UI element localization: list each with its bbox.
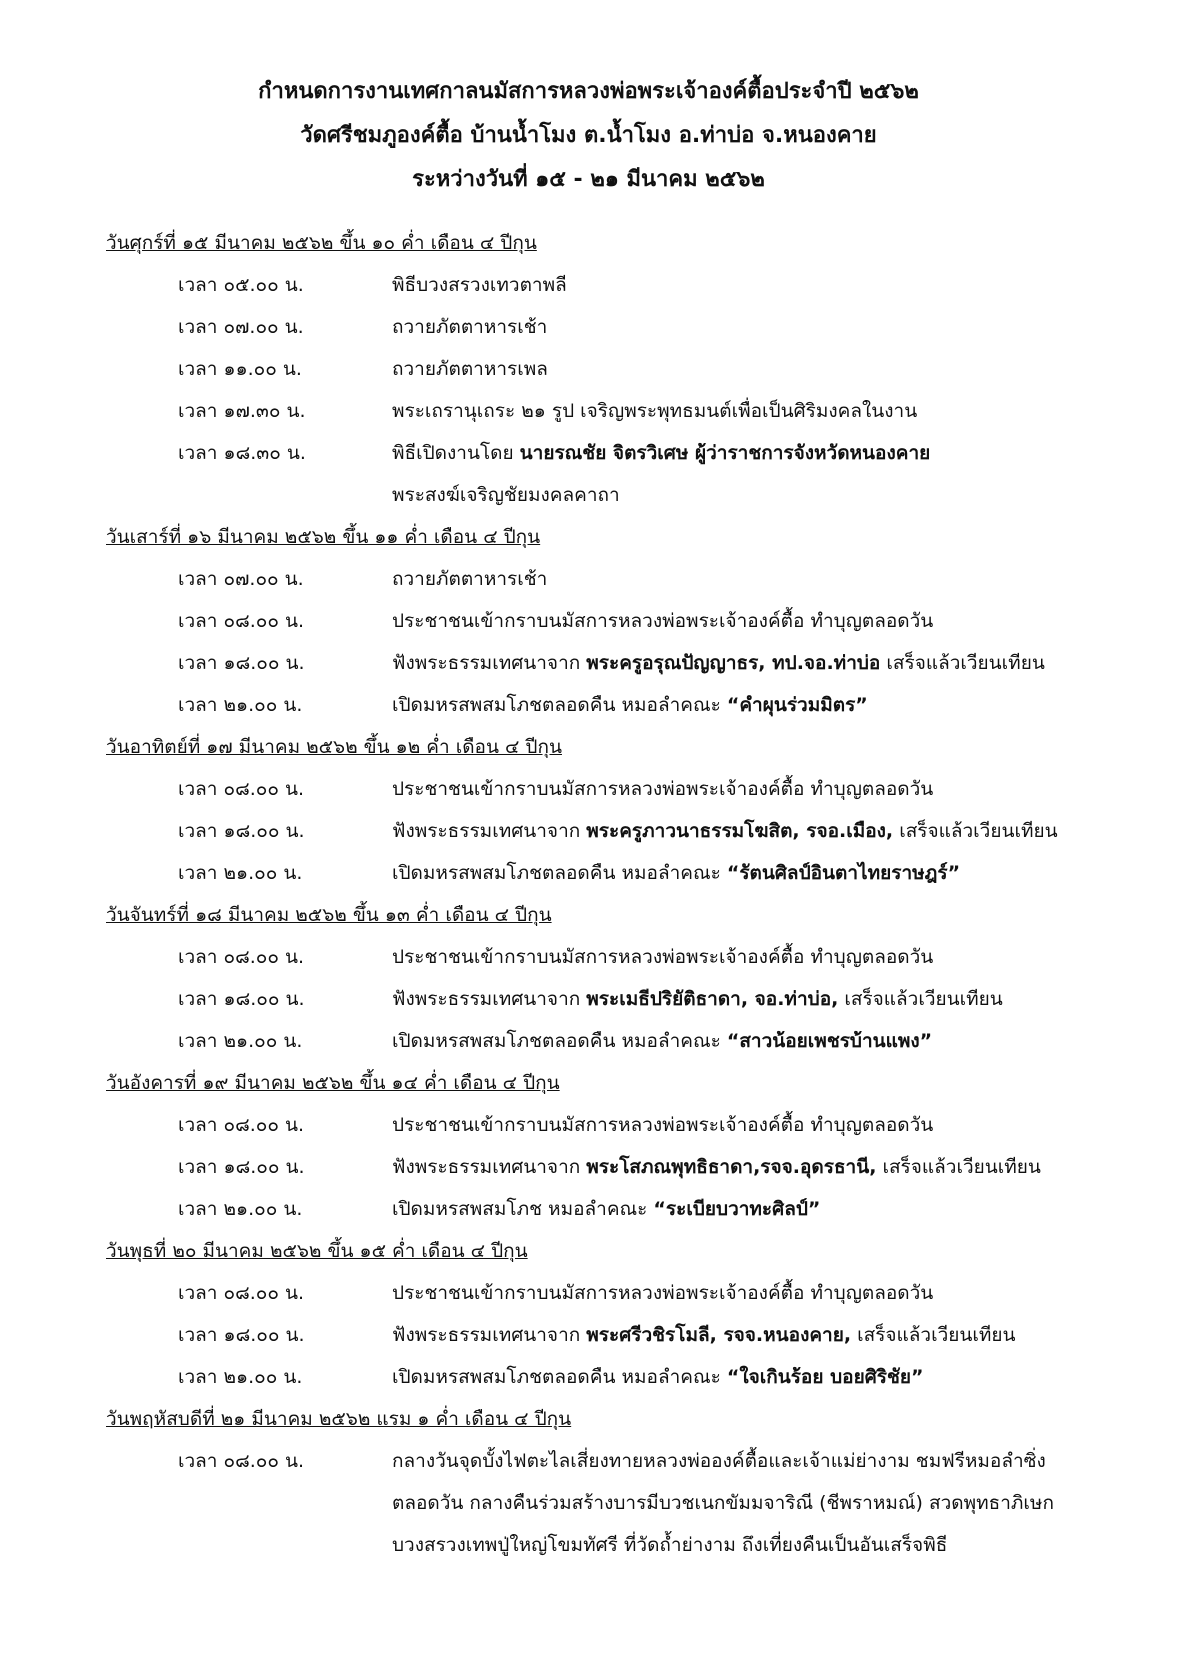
header-date-range: ระหว่างวันที่ ๑๕ - ๒๑ มีนาคม ๒๕๖๒: [412, 167, 765, 192]
header-title: กำหนดการงานเทศกาลนมัสการหลวงพ่อพระเจ้าองค์ตื้อประจำปี ๒๕๖๒: [258, 79, 919, 104]
schedule-row: [106, 558, 1106, 600]
activity: [392, 852, 1106, 894]
activity: [392, 810, 1106, 852]
activity-text-suffix: เสร็จแล้วเวียนเทียน: [851, 1324, 1016, 1346]
day-heading: วันอังคารที่ ๑๙ มีนาคม ๒๕๖๒ ขึ้น ๑๔ ค่ำ เดือน ๔ ปีกุน: [106, 1072, 560, 1094]
schedule-row: [106, 1314, 1106, 1356]
schedule-row: [106, 810, 1106, 852]
schedule-row: [106, 768, 1106, 810]
activity-text: ฟังพระธรรมเทศนาจาก: [392, 988, 587, 1010]
activity-text-suffix: เสร็จแล้วเวียนเทียน: [893, 820, 1058, 842]
time-label: เวลา ๐๘.๐๐ น.: [178, 778, 305, 800]
schedule-row: [106, 978, 1106, 1020]
activity-continuation: พระสงฆ์เจริญชัยมงคลคาถา: [392, 484, 620, 506]
time-label: เวลา ๑๘.๐๐ น.: [178, 820, 305, 842]
activity: ถวายภัตตาหารเพล: [392, 358, 548, 380]
activity-text: เปิดมหรสพสมโภช หมอลำคณะ: [392, 1198, 654, 1220]
time-label: เวลา ๑๗.๓๐ น.: [178, 400, 306, 422]
schedule-row: [106, 1188, 1106, 1230]
schedule-row: [106, 642, 1106, 684]
activity: ประชาชนเข้ากราบนมัสการหลวงพ่อพระเจ้าองค์ตื้อ ทำบุญตลอดวัน: [392, 610, 934, 632]
schedule-row: [106, 684, 1106, 726]
activity: [392, 432, 1106, 474]
activity: [392, 978, 1106, 1020]
day-heading: วันจันทร์ที่ ๑๘ มีนาคม ๒๕๖๒ ขึ้น ๑๓ ค่ำ เดือน ๔ ปีกุน: [106, 904, 552, 926]
time-label: เวลา ๒๑.๐๐ น.: [178, 694, 303, 716]
day-heading: วันพุธที่ ๒๐ มีนาคม ๒๕๖๒ ขึ้น ๑๕ ค่ำ เดือน ๔ ปีกุน: [106, 1240, 528, 1262]
activity: [392, 1356, 1106, 1398]
time-label: เวลา ๐๕.๐๐ น.: [178, 274, 304, 296]
time-label: เวลา ๒๑.๐๐ น.: [178, 1366, 303, 1388]
header-location: วัดศรีชมภูองค์ตื้อ บ้านน้ำโมง ต.น้ำโมง อ.ท่าบ่อ จ.หนองคาย: [300, 123, 877, 148]
activity-highlight: “สาวน้อยเพชรบ้านแพง”: [726, 1030, 933, 1052]
activity: ประชาชนเข้ากราบนมัสการหลวงพ่อพระเจ้าองค์ตื้อ ทำบุญตลอดวัน: [392, 1282, 934, 1304]
schedule-row: [106, 390, 1106, 432]
time-label: เวลา ๑๑.๐๐ น.: [178, 358, 302, 380]
document-header: [0, 70, 1177, 202]
activity-text: เปิดมหรสพสมโภชตลอดคืน หมอลำคณะ: [392, 1366, 727, 1388]
activity-text-suffix: เสร็จแล้วเวียนเทียน: [876, 1156, 1041, 1178]
activity-text: เปิดมหรสพสมโภชตลอดคืน หมอลำคณะ: [392, 862, 727, 884]
activity: [392, 1020, 1106, 1062]
activity-text: เปิดมหรสพสมโภชตลอดคืน หมอลำคณะ: [392, 694, 727, 716]
schedule-row: [106, 306, 1106, 348]
activity-highlight: “ใจเกินร้อย บอยศิริชัย”: [726, 1366, 924, 1388]
activity-text: ฟังพระธรรมเทศนาจาก: [392, 1156, 587, 1178]
schedule: [106, 222, 1106, 1566]
activity: กลางวันจุดบั้งไฟตะไลเสี่ยงทายหลวงพ่อองค์ตื้อและเจ้าแม่ย่างาม ชมฟรีหมอลำซิ่ง: [392, 1450, 1046, 1472]
time-label: เวลา ๑๘.๐๐ น.: [178, 1324, 305, 1346]
activity-highlight: พระครูอรุณปัญญาธร, ทป.จอ.ท่าบ่อ: [586, 652, 881, 674]
schedule-row: [106, 600, 1106, 642]
activity-text-suffix: เสร็จแล้วเวียนเทียน: [880, 652, 1045, 674]
day-heading: วันศุกร์ที่ ๑๕ มีนาคม ๒๕๖๒ ขึ้น ๑๐ ค่ำ เดือน ๔ ปีกุน: [106, 232, 537, 254]
activity-text: ฟังพระธรรมเทศนาจาก: [392, 820, 587, 842]
activity: พระเถรานุเถระ ๒๑ รูป เจริญพระพุทธมนต์เพื่อเป็นศิริมงคลในงาน: [392, 400, 918, 422]
activity: [392, 1314, 1106, 1356]
activity-text: ฟังพระธรรมเทศนาจาก: [392, 652, 587, 674]
activity-highlight: “คำผุนร่วมมิตร”: [726, 694, 868, 716]
activity: [392, 1188, 1106, 1230]
activity-highlight: พระโสภณพุทธิธาดา,รจจ.อุดรธานี,: [586, 1156, 877, 1178]
time-label: เวลา ๑๘.๐๐ น.: [178, 1156, 305, 1178]
schedule-row: [106, 936, 1106, 978]
activity: ถวายภัตตาหารเช้า: [392, 316, 548, 338]
activity-text: เปิดมหรสพสมโภชตลอดคืน หมอลำคณะ: [392, 1030, 727, 1052]
time-label: เวลา ๑๘.๓๐ น.: [178, 442, 306, 464]
activity: [392, 1146, 1106, 1188]
activity: [392, 642, 1106, 684]
time-label: เวลา ๒๑.๐๐ น.: [178, 1030, 303, 1052]
time-label: เวลา ๒๑.๐๐ น.: [178, 862, 303, 884]
schedule-row: [106, 1146, 1106, 1188]
activity-highlight: พระศรีวชิรโมลี, รจจ.หนองคาย,: [586, 1324, 852, 1346]
activity-highlight: นายรณชัย จิตรวิเศษ ผู้ว่าราชการจังหวัดหนองคาย: [519, 442, 931, 464]
activity: ประชาชนเข้ากราบนมัสการหลวงพ่อพระเจ้าองค์ตื้อ ทำบุญตลอดวัน: [392, 946, 934, 968]
time-label: เวลา ๐๘.๐๐ น.: [178, 946, 305, 968]
activity-continuation: บวงสรวงเทพปู่ใหญ่โขมทัศรี ที่วัดถ้ำย่างาม ถึงเที่ยงคืนเป็นอันเสร็จพิธี: [392, 1534, 948, 1556]
activity-highlight: “รัตนศิลป์อินตาไทยราษฎร์”: [726, 862, 961, 884]
time-label: เวลา ๑๘.๐๐ น.: [178, 652, 305, 674]
time-label: เวลา ๐๗.๐๐ น.: [178, 568, 304, 590]
activity-text: พิธีเปิดงานโดย: [392, 442, 520, 464]
schedule-row: [106, 1020, 1106, 1062]
schedule-row: [106, 1440, 1106, 1482]
activity: พิธีบวงสรวงเทวตาพลี: [392, 274, 567, 296]
activity: ประชาชนเข้ากราบนมัสการหลวงพ่อพระเจ้าองค์ตื้อ ทำบุญตลอดวัน: [392, 1114, 934, 1136]
schedule-row: [106, 1356, 1106, 1398]
time-label: เวลา ๐๗.๐๐ น.: [178, 316, 304, 338]
time-label: เวลา ๒๑.๐๐ น.: [178, 1198, 303, 1220]
time-label: เวลา ๑๘.๐๐ น.: [178, 988, 305, 1010]
activity-text: ฟังพระธรรมเทศนาจาก: [392, 1324, 587, 1346]
schedule-row: [106, 1272, 1106, 1314]
activity: ถวายภัตตาหารเช้า: [392, 568, 548, 590]
time-label: เวลา ๐๘.๐๐ น.: [178, 610, 305, 632]
schedule-row: [106, 432, 1106, 474]
day-heading: วันเสาร์ที่ ๑๖ มีนาคม ๒๕๖๒ ขึ้น ๑๑ ค่ำ เดือน ๔ ปีกุน: [106, 526, 541, 548]
activity-continuation: ตลอดวัน กลางคืนร่วมสร้างบารมีบวชเนกขัมมจาริณี (ชีพราหมณ์) สวดพุทธาภิเษก: [392, 1492, 1054, 1514]
time-label: เวลา ๐๘.๐๐ น.: [178, 1114, 305, 1136]
activity-highlight: “ระเบียบวาทะศิลป์”: [653, 1198, 821, 1220]
day-heading: วันพฤหัสบดีที่ ๒๑ มีนาคม ๒๕๖๒ แรม ๑ ค่ำ เดือน ๔ ปีกุน: [106, 1408, 572, 1430]
schedule-row: [106, 1104, 1106, 1146]
schedule-row: [106, 348, 1106, 390]
day-heading: วันอาทิตย์ที่ ๑๗ มีนาคม ๒๕๖๒ ขึ้น ๑๒ ค่ำ เดือน ๔ ปีกุน: [106, 736, 562, 758]
activity: [392, 684, 1106, 726]
activity-highlight: พระเมธีปริยัติธาดา, จอ.ท่าบ่อ,: [586, 988, 839, 1010]
schedule-row: [106, 264, 1106, 306]
activity-highlight: พระครูภาวนาธรรมโฆสิต, รจอ.เมือง,: [586, 820, 894, 842]
activity: ประชาชนเข้ากราบนมัสการหลวงพ่อพระเจ้าองค์ตื้อ ทำบุญตลอดวัน: [392, 778, 934, 800]
schedule-row: [106, 852, 1106, 894]
time-label: เวลา ๐๘.๐๐ น.: [178, 1282, 305, 1304]
time-label: เวลา ๐๘.๐๐ น.: [178, 1450, 305, 1472]
activity-text-suffix: เสร็จแล้วเวียนเทียน: [838, 988, 1003, 1010]
